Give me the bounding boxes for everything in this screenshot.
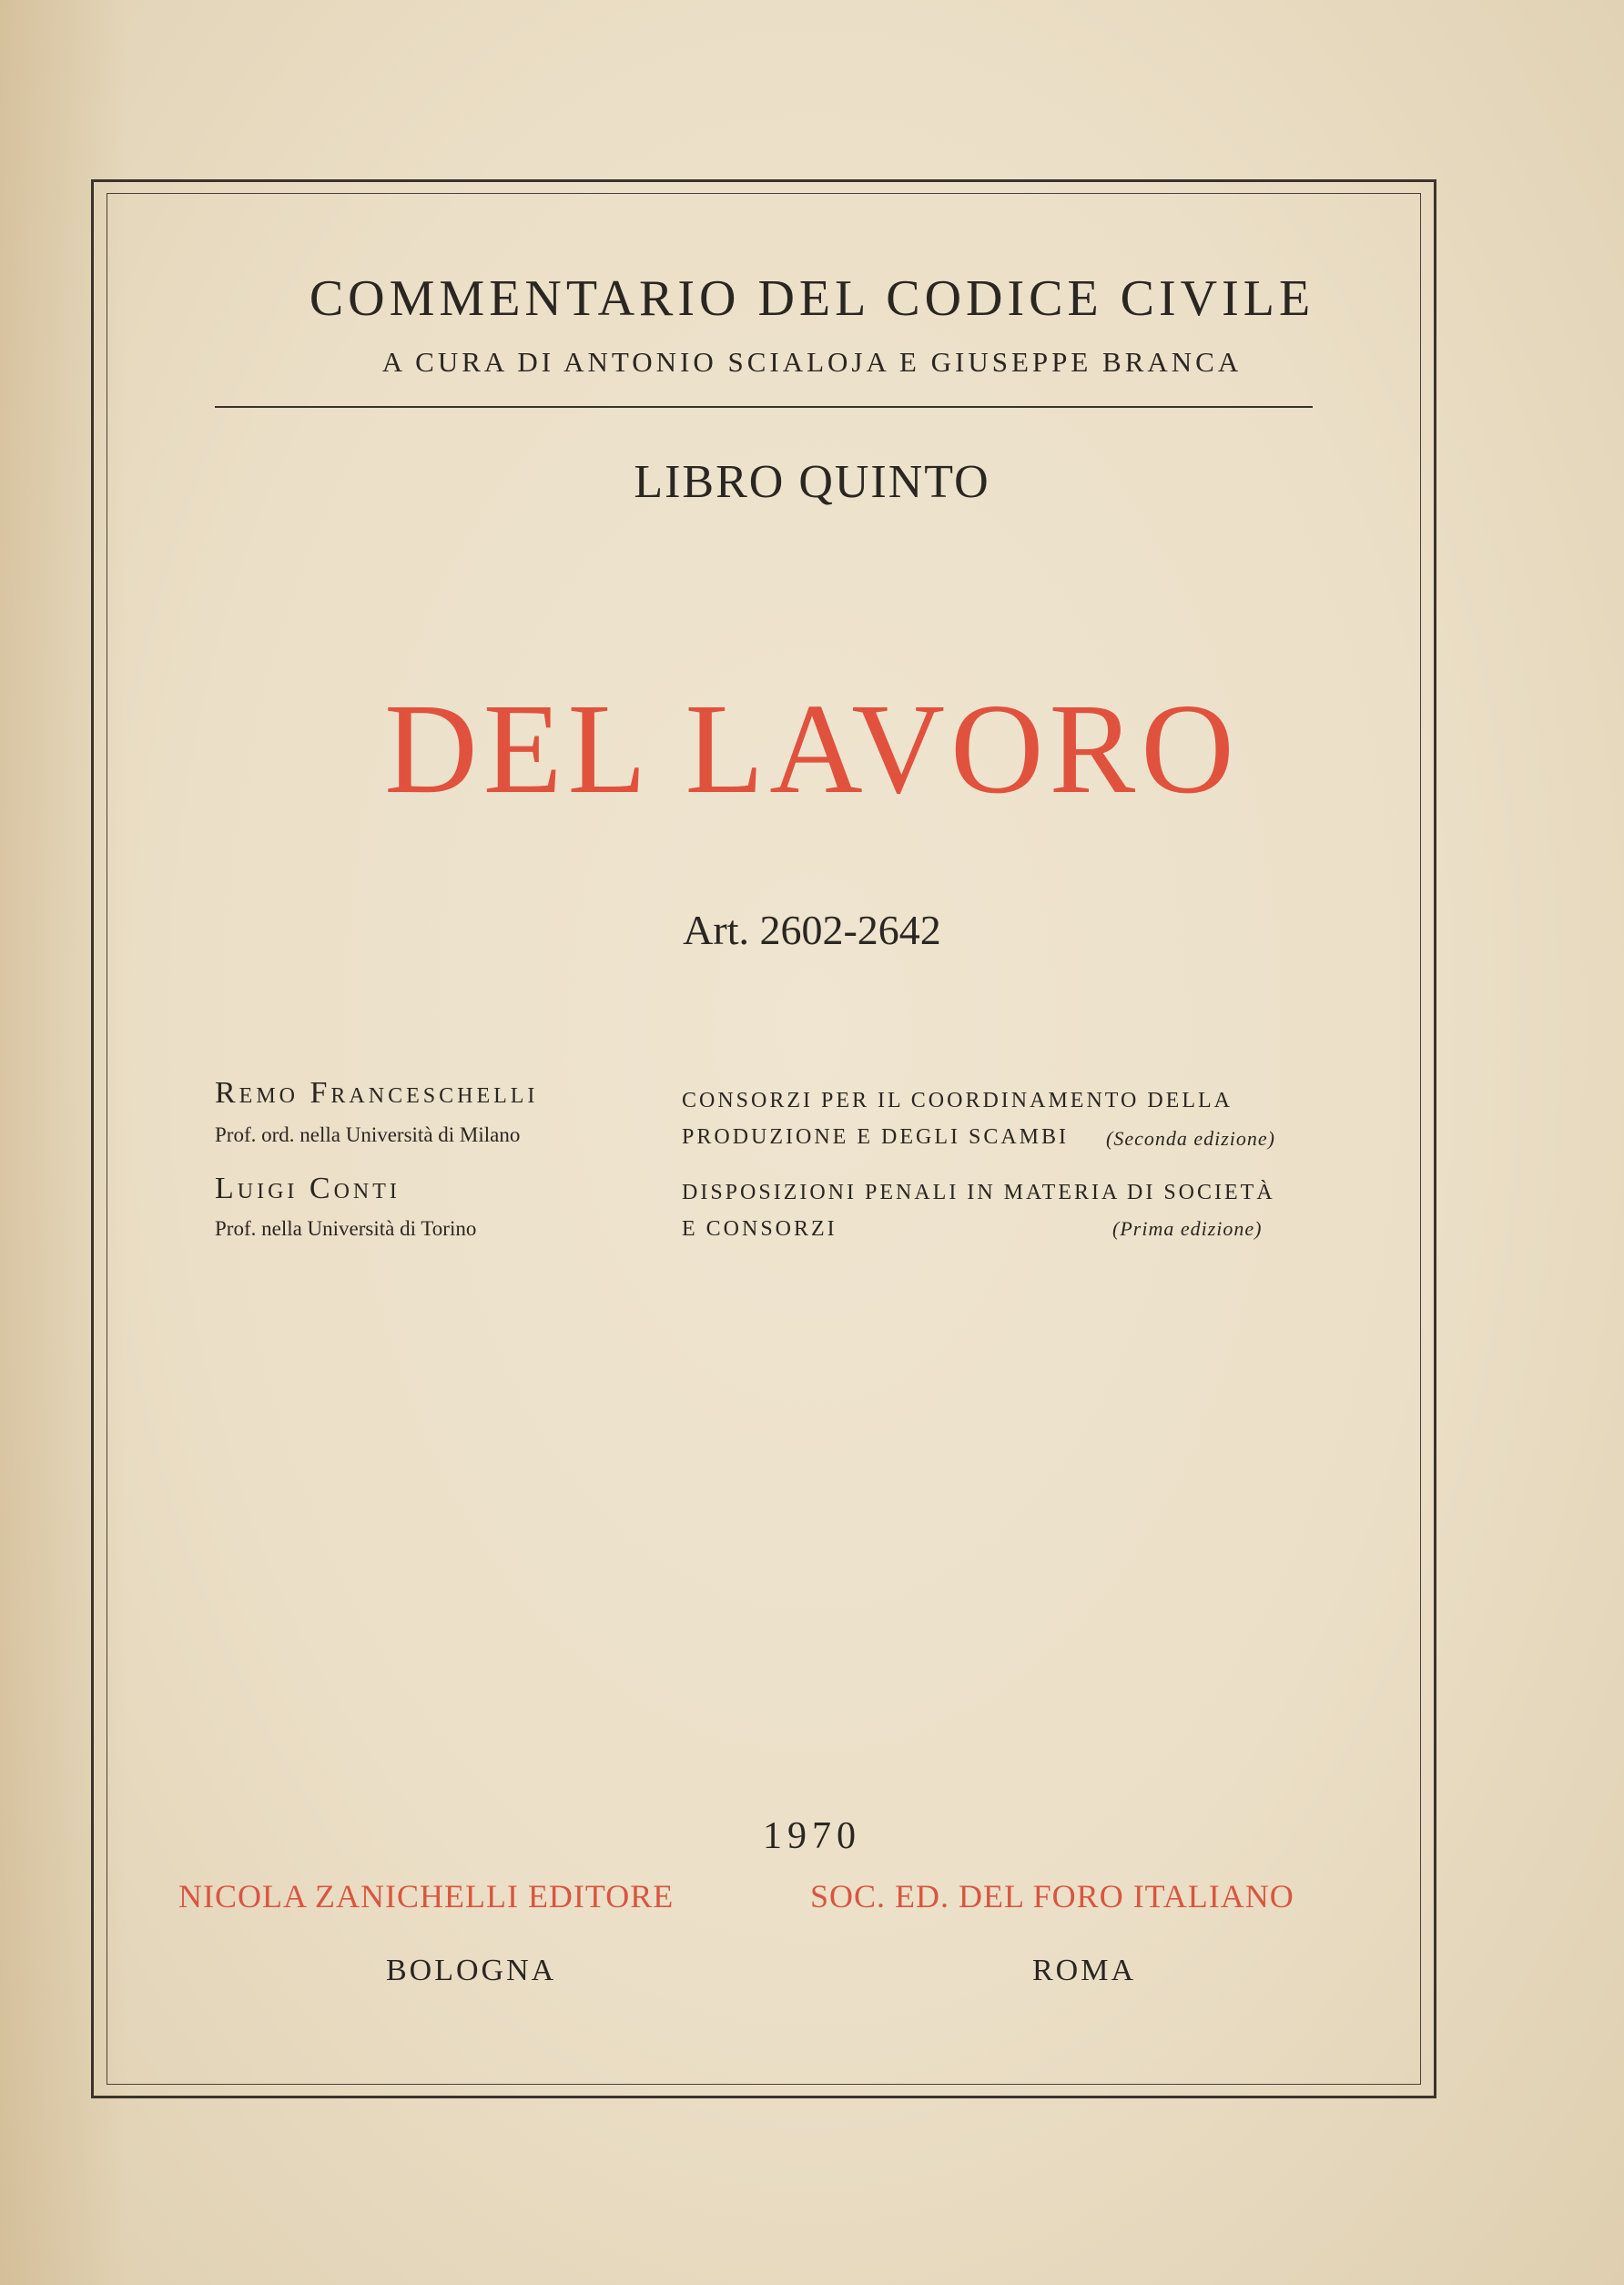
series-editors: A CURA DI ANTONIO SCIALOJA E GIUSEPPE BRANCA <box>381 346 1243 378</box>
city-left: BOLOGNA <box>386 1954 557 1987</box>
publication-year: 1970 <box>763 1815 861 1857</box>
author-work-line: CONSORZI PER IL COORDINAMENTO DELLA <box>682 1089 1233 1112</box>
divider-rule <box>215 406 1313 408</box>
author-affiliation: Prof. nella Università di Torino <box>215 1217 477 1240</box>
author-work-line: PRODUZIONE E DEGLI SCAMBI <box>682 1125 1069 1149</box>
series-title: COMMENTARIO DEL CODICE CIVILE <box>309 270 1315 327</box>
publisher-left: NICOLA ZANICHELLI EDITORE <box>178 1878 675 1914</box>
author-name: Luigi Conti <box>215 1172 401 1205</box>
edition-note: (Prima edizione) <box>1112 1217 1263 1240</box>
article-range: Art. 2602-2642 <box>683 907 941 953</box>
book-volume: LIBRO QUINTO <box>634 456 990 508</box>
city-right: ROMA <box>1032 1954 1137 1987</box>
author-work-line: E CONSORZI <box>682 1217 837 1241</box>
publisher-right: SOC. ED. DEL FORO ITALIANO <box>810 1878 1294 1914</box>
author-work-line: DISPOSIZIONI PENALI IN MATERIA DI SOCIETÀ <box>682 1181 1275 1204</box>
edition-note: (Seconda edizione) <box>1106 1127 1275 1150</box>
book-title: DEL LAVORO <box>384 676 1240 820</box>
author-name: Remo Franceschelli <box>215 1076 539 1110</box>
author-affiliation: Prof. ord. nella Università di Milano <box>215 1123 521 1146</box>
